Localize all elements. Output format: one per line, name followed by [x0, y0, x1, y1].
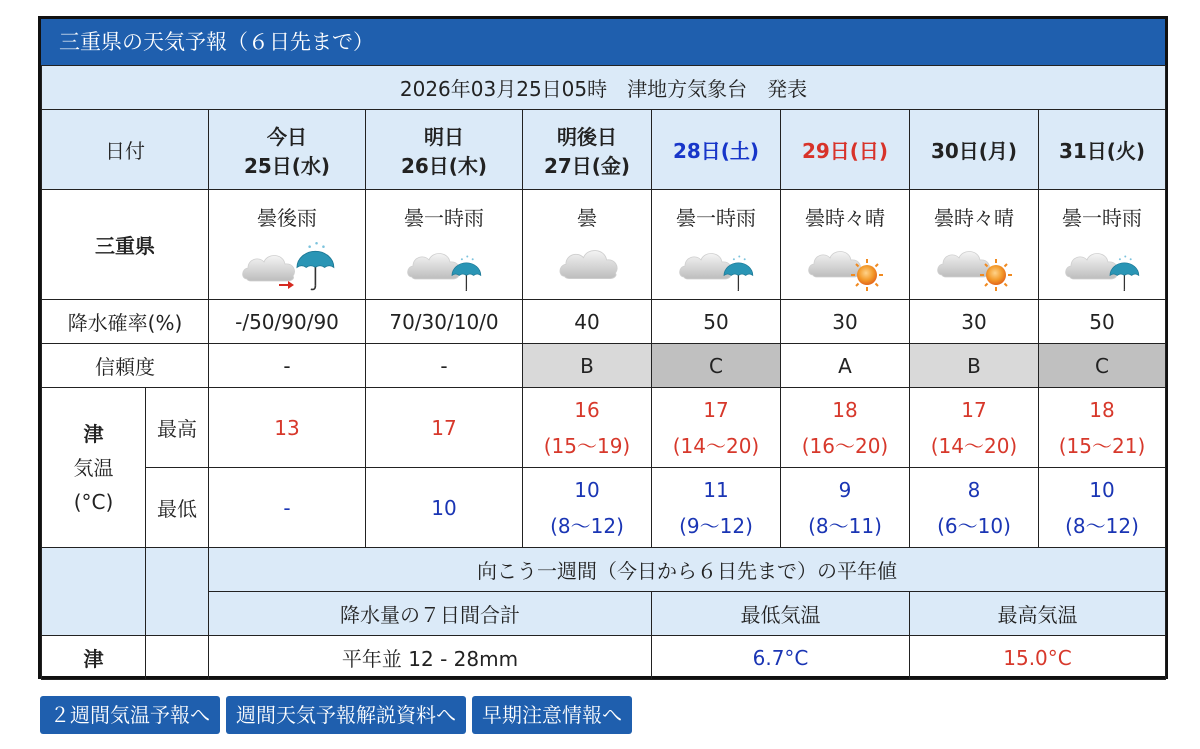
max-temp-value: 17	[961, 397, 987, 422]
min-temp-value: -	[283, 495, 291, 520]
max-label: 最高	[146, 388, 209, 468]
max-temp-range: (16～20)	[801, 433, 889, 458]
temp-heading	[42, 388, 146, 548]
reliability-value: -	[366, 344, 523, 388]
day-date: 30日(月)	[930, 139, 1018, 163]
early-warning-info-button[interactable]: 早期注意情報へ	[472, 696, 632, 734]
reliability-value: -	[209, 344, 366, 388]
weather-cell	[910, 190, 1039, 300]
weather-cell	[1039, 190, 1166, 300]
reliability-row	[42, 344, 1166, 388]
weather-text: 曇一時雨	[404, 206, 484, 230]
day-header	[209, 110, 366, 190]
weather-cell	[209, 190, 366, 300]
day-relative: 明日	[424, 124, 464, 149]
temp-label: 気温	[73, 455, 114, 480]
cloud-sun-icon	[797, 239, 893, 291]
max-temp-range: (15～21)	[1058, 433, 1146, 458]
precip-value: 40	[523, 300, 652, 344]
max-temp-value: 18	[1089, 397, 1115, 422]
cloud-icon	[539, 239, 635, 291]
min-temp	[1039, 468, 1166, 548]
normals-blank-cell	[146, 548, 209, 636]
weather-cell	[366, 190, 523, 300]
cloud-then-umbrella-icon	[239, 239, 335, 291]
reliability-value: B	[523, 344, 652, 388]
max-temp-value: 18	[832, 397, 858, 422]
max-temp-range: (14～20)	[672, 433, 760, 458]
weather-text: 曇一時雨	[676, 206, 756, 230]
two-week-temp-forecast-button[interactable]: ２週間気温予報へ	[40, 696, 220, 734]
weather-cell	[523, 190, 652, 300]
min-temp-value: 11	[703, 477, 729, 502]
normals-max-label: 最高気温	[910, 592, 1166, 636]
min-temp	[652, 468, 781, 548]
weather-text: 曇時々晴	[805, 206, 885, 230]
normals-heading: 向こう一週間（今日から６日先まで）の平年値	[209, 548, 1166, 592]
announcement-row	[42, 66, 1166, 110]
min-temp	[781, 468, 910, 548]
min-temp-range: (8～12)	[1065, 513, 1139, 538]
day-relative: 明後日	[557, 124, 617, 149]
max-temp-value: 13	[274, 415, 300, 440]
weather-cell	[781, 190, 910, 300]
normals-city: 津	[42, 636, 146, 680]
day-date: 25日(水)	[243, 153, 331, 178]
reliability-value: A	[781, 344, 910, 388]
min-temp-range: (8～12)	[550, 513, 624, 538]
max-temp	[366, 388, 523, 468]
reliability-value: C	[652, 344, 781, 388]
temp-unit: (°C)	[73, 489, 114, 514]
min-temp-value: 10	[574, 477, 600, 502]
date-label: 日付	[42, 110, 209, 190]
max-temp-value: 17	[703, 397, 729, 422]
forecast-panel	[38, 16, 1168, 679]
cloud-sun-icon	[926, 239, 1022, 291]
min-temp	[523, 468, 652, 548]
cloud-umbrella-icon	[1054, 239, 1150, 291]
max-temp-row	[42, 388, 1166, 468]
day-date: 26日(木)	[400, 153, 488, 178]
min-temp-value: 10	[1089, 477, 1115, 502]
reliability-value: C	[1039, 344, 1166, 388]
normals-label-row	[42, 592, 1166, 636]
day-header	[1039, 110, 1166, 190]
min-temp-range: (6～10)	[937, 513, 1011, 538]
max-temp-range: (15～19)	[543, 433, 631, 458]
precip-value: 50	[652, 300, 781, 344]
day-date: 31日(火)	[1058, 139, 1146, 163]
panel-title: 三重県の天気予報（６日先まで）	[41, 19, 1165, 65]
normals-blank-cell	[42, 548, 146, 636]
min-temp-value: 9	[838, 477, 852, 502]
day-header	[910, 110, 1039, 190]
day-header-saturday	[652, 110, 781, 190]
min-temp	[209, 468, 366, 548]
normals-min-value: 6.7°C	[652, 636, 910, 680]
normals-value-row	[42, 636, 1166, 680]
max-temp-range: (14～20)	[930, 433, 1018, 458]
min-temp-range: (9～12)	[679, 513, 753, 538]
day-date: 28日(土)	[672, 139, 760, 163]
weather-text: 曇	[577, 206, 597, 230]
day-date: 29日(日)	[801, 139, 889, 163]
precip-value: 30	[910, 300, 1039, 344]
day-header-sunday	[781, 110, 910, 190]
cloud-umbrella-icon	[396, 239, 492, 291]
reliability-label: 信頼度	[42, 344, 209, 388]
region-name: 三重県	[42, 190, 209, 300]
normals-min-label: 最低気温	[652, 592, 910, 636]
min-label: 最低	[146, 468, 209, 548]
normals-precip-label: 降水量の７日間合計	[209, 592, 652, 636]
announcement: 2026年03月25日05時 津地方気象台 発表	[42, 66, 1166, 110]
max-temp	[523, 388, 652, 468]
max-temp	[209, 388, 366, 468]
link-buttons	[40, 696, 638, 734]
cloud-umbrella-icon	[668, 239, 764, 291]
reliability-value: B	[910, 344, 1039, 388]
min-temp-value: 10	[431, 495, 457, 520]
day-header	[366, 110, 523, 190]
max-temp	[781, 388, 910, 468]
precip-value: -/50/90/90	[209, 300, 366, 344]
normals-heading-row	[42, 548, 1166, 592]
forecast-table	[41, 65, 1166, 680]
weather-cell	[652, 190, 781, 300]
precip-value: 30	[781, 300, 910, 344]
day-header	[523, 110, 652, 190]
max-temp	[652, 388, 781, 468]
temp-city: 津	[83, 421, 104, 446]
day-date: 27日(金)	[543, 153, 631, 178]
weather-text: 曇時々晴	[934, 206, 1014, 230]
precip-value: 70/30/10/0	[366, 300, 523, 344]
normals-precip-value: 平年並 12 - 28mm	[209, 636, 652, 680]
date-row	[42, 110, 1166, 190]
min-temp	[910, 468, 1039, 548]
precip-label: 降水確率(%)	[42, 300, 209, 344]
min-temp	[366, 468, 523, 548]
max-temp	[910, 388, 1039, 468]
weather-text: 曇一時雨	[1062, 206, 1142, 230]
precip-value: 50	[1039, 300, 1166, 344]
weekly-forecast-commentary-button[interactable]: 週間天気予報解説資料へ	[226, 696, 466, 734]
min-temp-range: (8～11)	[808, 513, 882, 538]
max-temp-value: 17	[431, 415, 457, 440]
min-temp-value: 8	[967, 477, 981, 502]
normals-max-value: 15.0°C	[910, 636, 1166, 680]
precip-row	[42, 300, 1166, 344]
max-temp	[1039, 388, 1166, 468]
max-temp-value: 16	[574, 397, 600, 422]
day-relative: 今日	[267, 124, 307, 149]
min-temp-row	[42, 468, 1166, 548]
weather-text: 曇後雨	[257, 206, 317, 230]
weather-row	[42, 190, 1166, 300]
normals-blank-cell	[146, 636, 209, 680]
